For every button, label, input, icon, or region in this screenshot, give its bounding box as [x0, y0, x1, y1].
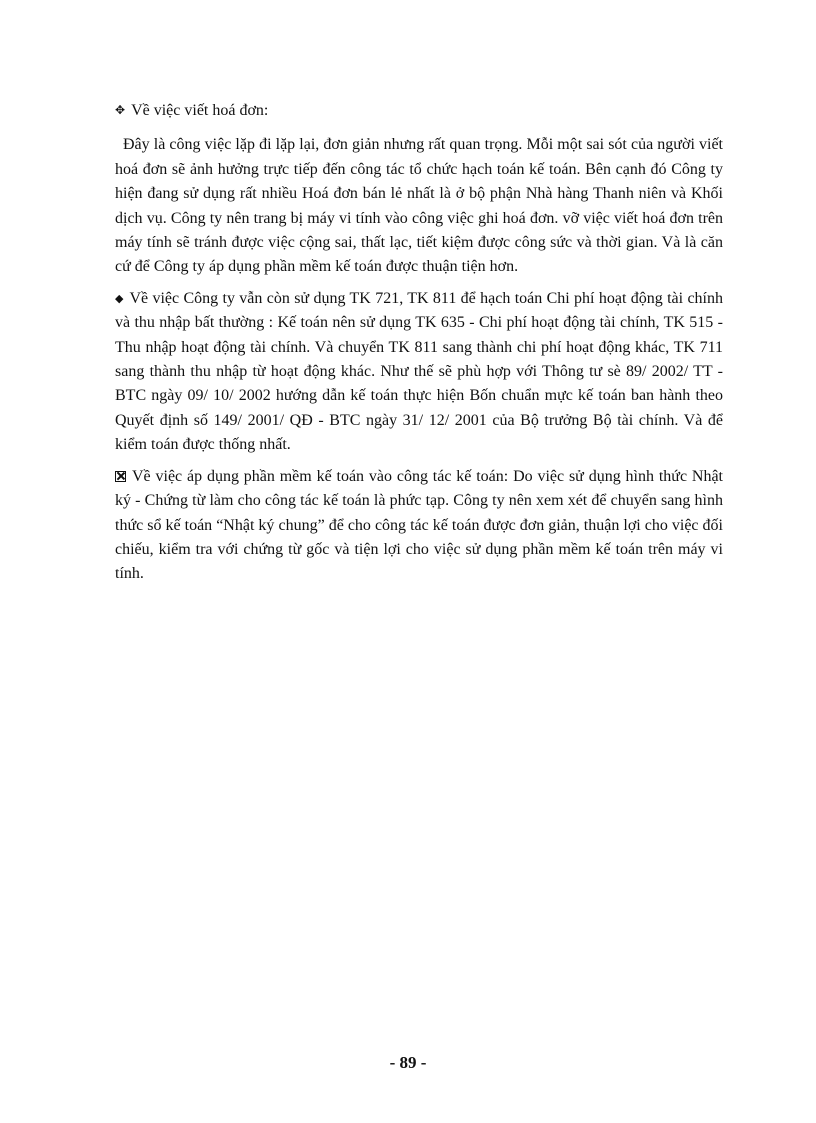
paragraph-accounts-text: Về việc Công ty vẫn còn sử dụng TK 721, TK 811 để hạch toán Chi phí hoạt động tài chính và thu nhập bất thường : Kế toán nên sử dụng TK 635 - Chi phí hoạt động tài chính, TK 515 - Thu nhập hoạt động tài chính. Và chuyển TK 811 sang thành chi phí hoạt động khác, TK 711 sang thành thu nhập từ hoạt động khác. Như thế sẽ phù hợp với Thông tư sè 89/ 2002/ TT - BTC ngày 09/ 10/ 2002 hướng dẫn kế toán thực hiện Bốn chuẩn mực kế toán ban hành theo Quyết định số 149/ 2001/ QĐ - BTC ngày 31/ 12/ 2001 của Bộ trưởng Bộ tài chính. Và để kiểm toán được thống nhất.: [115, 289, 723, 454]
paragraph-invoice: [115, 133, 723, 279]
diamond-bullet-icon: ◆: [115, 291, 124, 305]
page-number: - 89 -: [389, 1053, 427, 1072]
heading-invoice-text: Về việc viết hoá đơn:: [131, 102, 269, 119]
four-diamond-bullet-icon: ✥: [115, 103, 126, 117]
paragraph-invoice-text: Đây là công việc lặp đi lặp lại, đơn giản nhưng rất quan trọng. Mỗi một sai sót của người viết hoá đơn sẽ ảnh hưởng trực tiếp đến công tác tổ chức hạch toán kế toán. Bên cạnh đó Công ty hiện đang sử dụng rất nhiều Hoá đơn bán lẻ nhất là ở bộ phận Nhà hàng Thanh niên và Khối dịch vụ. Công ty nên trang bị máy vi tính vào công việc ghi hoá đơn. vỡ việc viết hoá đơn trên máy tính sẽ tránh được việc cộng sai, thất lạc, tiết kiệm được công sức và thời gian. Và là căn cứ để Công ty áp dụng phần mềm kế toán được thuận tiện hơn.: [115, 136, 723, 276]
paragraph-software-text: Về việc áp dụng phần mềm kế toán vào công tác kế toán: Do việc sử dụng hình thức Nhật ký - Chứng từ làm cho công tác kế toán là phức tạp. Công ty nên xem xét để chuyển sang hình thức sổ kế toán “Nhật ký chung” để cho công tác kế toán được đơn giản, thuận lợi cho việc đối chiếu, kiểm tra với chứng từ gốc và tiện lợi cho việc sử dụng phần mềm kế toán trên máy vi tính.: [115, 467, 723, 583]
paragraph-software: [115, 465, 723, 587]
checkbox-x-bullet-icon: [115, 471, 126, 482]
document-body: [115, 98, 723, 594]
section-invoice-heading: [115, 98, 723, 123]
paragraph-accounts: [115, 287, 723, 458]
